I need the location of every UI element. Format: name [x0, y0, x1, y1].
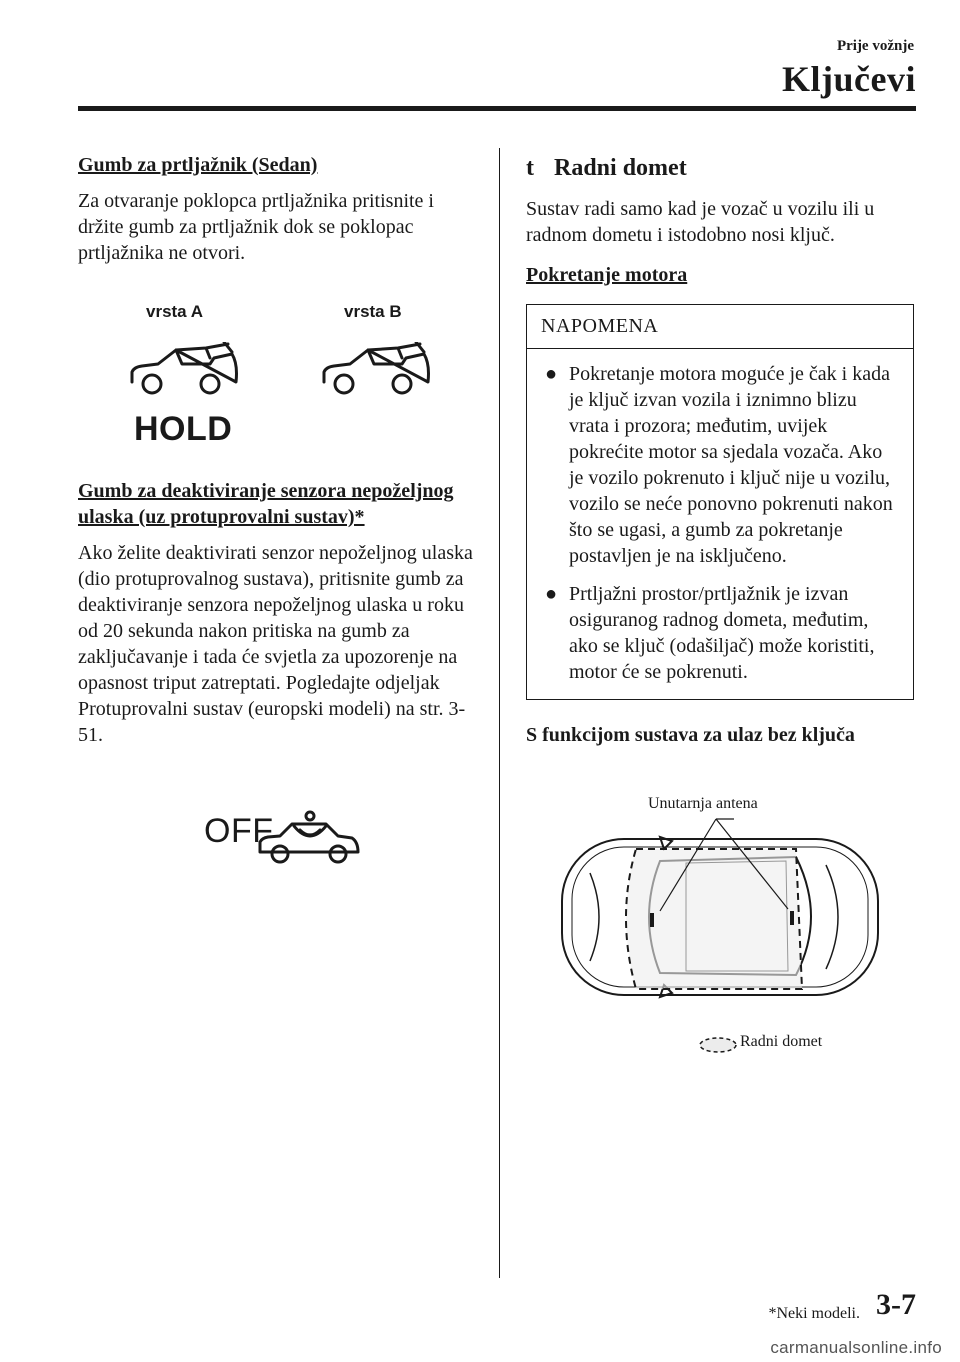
left-column [78, 152, 478, 888]
column-divider [499, 148, 500, 1278]
hold-label: HOLD [134, 410, 233, 448]
page-number: 3-7 [876, 1288, 916, 1321]
antenna-range-diagram [526, 761, 916, 1061]
sensor-button-text: Ako želite deaktivirati senzor nepoželjnog ulaska (dio protuprovalnog sustava), pritisnite gumb za deaktiviranje senzora nepoželjnog ulaska u roku od 20 sekunda nakon pritiska na gumb za zaključavanje i tada će svjetla za upozorenje na opasnost triput zatreptati. Pogledajte odjeljak Protuprovalni sustav (europski modeli) na str. 3-51. [78, 542, 473, 746]
section-mark: t [526, 155, 534, 181]
section-title: Radni domet [554, 155, 687, 181]
trunk-button-illustrations [78, 342, 478, 452]
bullet-icon: ● [545, 363, 558, 385]
sensor-off-illustration [78, 808, 478, 888]
intrusion-sensor-car-icon [254, 808, 364, 878]
note-list [527, 349, 913, 699]
footnote: *Neki modeli. [768, 1305, 860, 1322]
right-column [526, 152, 916, 1061]
note-item [541, 581, 901, 685]
range-legend-swatch [700, 1038, 736, 1052]
section-heading [526, 152, 916, 184]
note-box [526, 304, 914, 700]
header-rule [78, 106, 916, 111]
range-legend-label: Radni domet [740, 1033, 823, 1050]
note-item-text: Pokretanje motora moguće je čak i kada je ključ izvan vozila i iznimno blizu vrata i prozora; međutim, uvijek pokrećite motor sa sjedala vozača. Ako je vozilo pokrenuto i ključ nije u vozilu, vozilo se neće ponovno pokrenuti nakon što se ugasi, a gumb za pokretanje postavljen je na isključeno. [569, 363, 893, 567]
engine-start-heading: Pokretanje motora [526, 264, 688, 286]
type-a-label: vrsta A [146, 302, 204, 321]
antenna-label: Unutarnja antena [648, 795, 758, 812]
note-title: NAPOMENA [527, 305, 913, 349]
note-item-text: Prtljažni prostor/prtljažnik je izvan osiguranog radnog dometa, međutim, ako se ključ (odašiljač) može koristiti, motor će se pokrenuti. [569, 583, 875, 683]
range-text: Sustav radi samo kad je vozač u vozilu ili u radnom dometu i istodobno nosi ključ. [526, 198, 875, 246]
note-item [541, 361, 901, 569]
type-b-label: vrsta B [344, 302, 402, 321]
antenna-rear-icon [790, 911, 794, 925]
running-header-section: Prije vožnje [836, 38, 914, 54]
watermark: carmanualsonline.info [770, 1338, 942, 1357]
trunk-type-labels [78, 302, 478, 332]
running-header-title: Ključevi [782, 59, 916, 99]
trunk-button-heading: Gumb za prtljažnik (Sedan) [78, 154, 318, 176]
car-top-view [526, 761, 916, 1061]
trunk-open-car-icons [78, 342, 478, 412]
off-label: OFF [204, 812, 274, 850]
bullet-icon: ● [545, 583, 558, 605]
keyless-heading: S funkcijom sustava za ulaz bez ključa [526, 724, 855, 746]
sensor-button-heading: Gumb za deaktiviranje senzora nepoželjnog ulaska (uz protuprovalni sustav)* [78, 480, 454, 528]
trunk-button-text: Za otvaranje poklopca prtljažnika pritisnite i držite gumb za prtljažnik dok se poklopac prtljažnika ne otvori. [78, 190, 434, 264]
antenna-front-icon [650, 913, 654, 927]
